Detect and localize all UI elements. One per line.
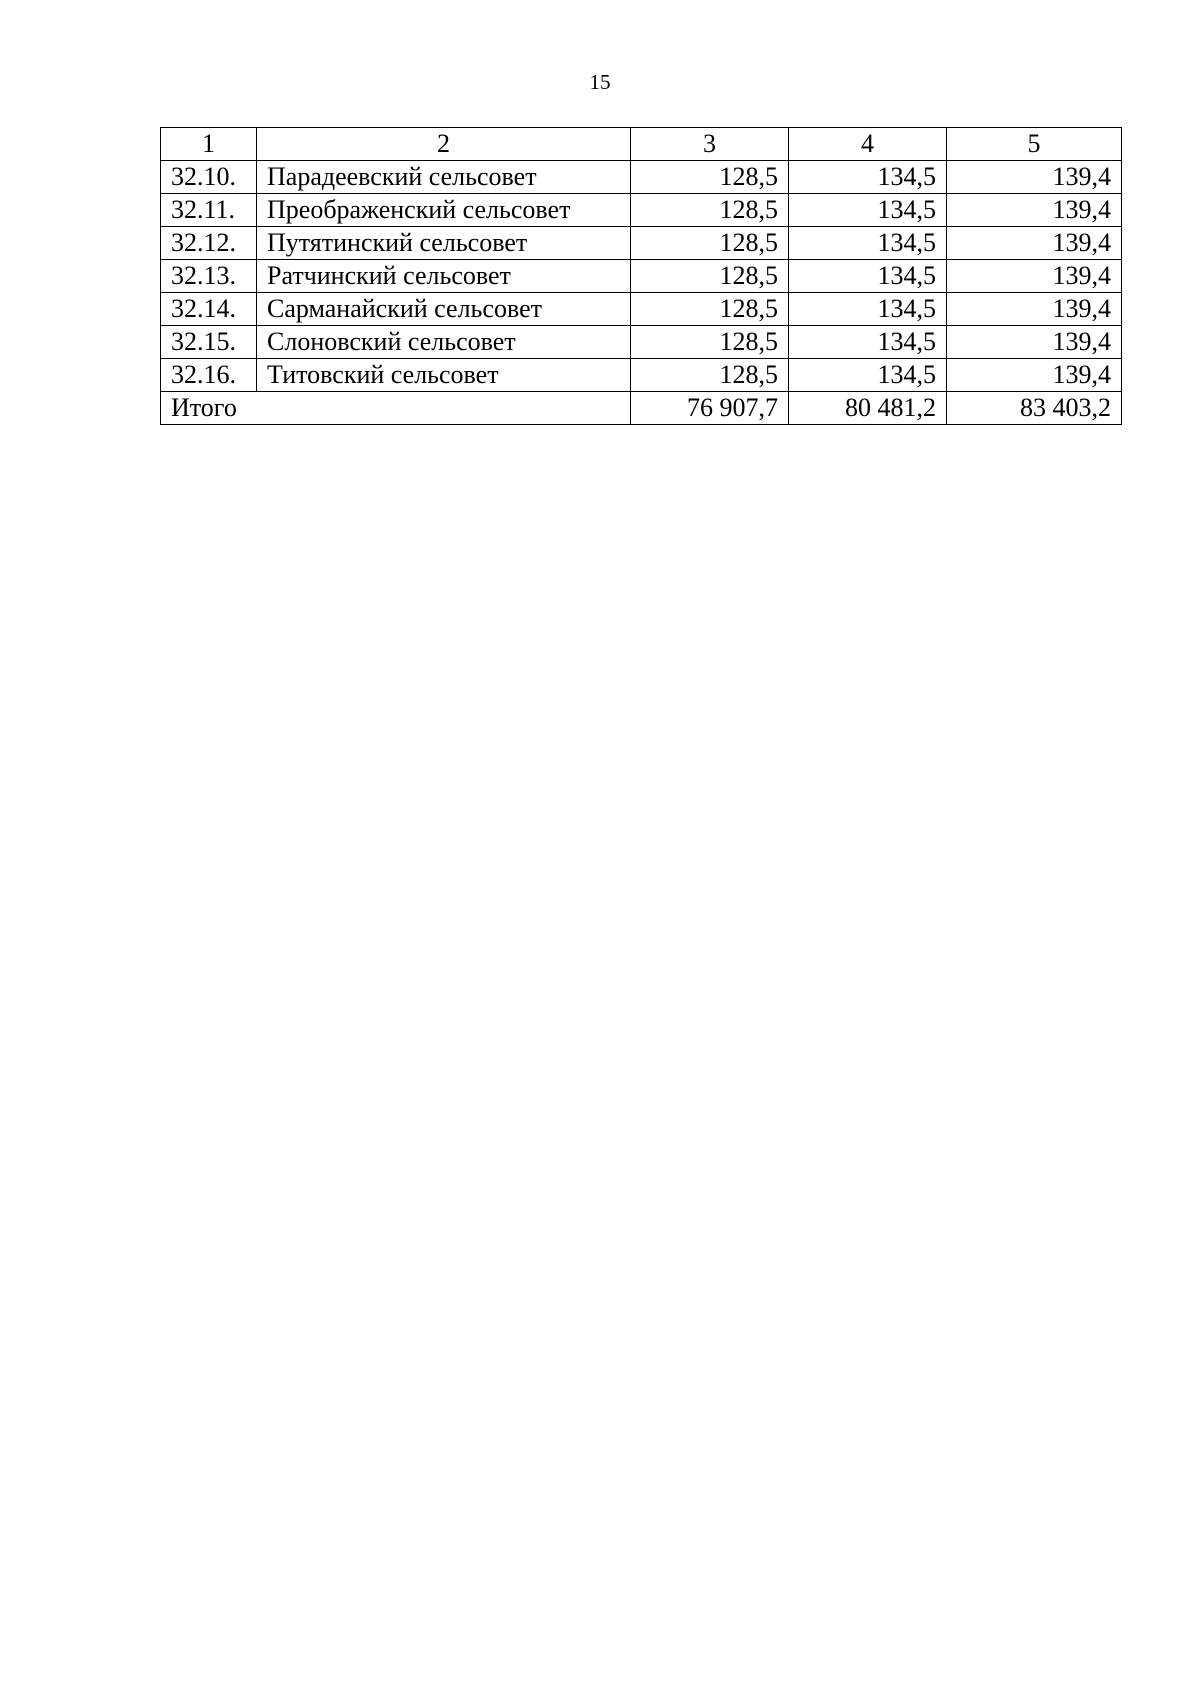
column-header: 3: [631, 128, 789, 161]
row-value-5: 139,4: [947, 161, 1122, 194]
total-row: [161, 392, 1122, 425]
row-value-3: 128,5: [631, 194, 789, 227]
row-value-3: 128,5: [631, 260, 789, 293]
row-name: Путятинский сельсовет: [257, 227, 631, 260]
row-code: 32.12.: [161, 227, 257, 260]
row-name: Парадеевский сельсовет: [257, 161, 631, 194]
row-value-5: 139,4: [947, 227, 1122, 260]
row-code: 32.14.: [161, 293, 257, 326]
row-value-5: 139,4: [947, 359, 1122, 392]
row-value-4: 134,5: [789, 227, 947, 260]
row-name: Слоновский сельсовет: [257, 326, 631, 359]
row-name: Титовский сельсовет: [257, 359, 631, 392]
page-number: 15: [589, 70, 611, 94]
row-name: Преображенский сельсовет: [257, 194, 631, 227]
row-value-3: 128,5: [631, 161, 789, 194]
row-code: 32.13.: [161, 260, 257, 293]
row-value-5: 139,4: [947, 293, 1122, 326]
row-code: 32.10.: [161, 161, 257, 194]
data-table: [160, 127, 1122, 425]
row-value-4: 134,5: [789, 359, 947, 392]
row-value-5: 139,4: [947, 326, 1122, 359]
total-value-5: 83 403,2: [947, 392, 1122, 425]
row-value-4: 134,5: [789, 161, 947, 194]
total-value-4: 80 481,2: [789, 392, 947, 425]
table-row: [161, 260, 1122, 293]
column-header: 2: [257, 128, 631, 161]
row-value-5: 139,4: [947, 194, 1122, 227]
total-label: Итого: [161, 392, 631, 425]
table-row: [161, 161, 1122, 194]
row-value-3: 128,5: [631, 359, 789, 392]
total-value-3: 76 907,7: [631, 392, 789, 425]
table-row: [161, 194, 1122, 227]
row-value-3: 128,5: [631, 326, 789, 359]
table-row: [161, 359, 1122, 392]
table-row: [161, 227, 1122, 260]
column-header: 1: [161, 128, 257, 161]
column-header: 5: [947, 128, 1122, 161]
row-code: 32.16.: [161, 359, 257, 392]
row-value-3: 128,5: [631, 227, 789, 260]
column-header: 4: [789, 128, 947, 161]
row-value-5: 139,4: [947, 260, 1122, 293]
row-value-4: 134,5: [789, 194, 947, 227]
row-value-3: 128,5: [631, 293, 789, 326]
row-code: 32.15.: [161, 326, 257, 359]
row-code: 32.11.: [161, 194, 257, 227]
table-row: [161, 326, 1122, 359]
table-header-row: [161, 128, 1122, 161]
row-name: Ратчинский сельсовет: [257, 260, 631, 293]
row-name: Сарманайский сельсовет: [257, 293, 631, 326]
table-row: [161, 293, 1122, 326]
row-value-4: 134,5: [789, 293, 947, 326]
row-value-4: 134,5: [789, 326, 947, 359]
row-value-4: 134,5: [789, 260, 947, 293]
